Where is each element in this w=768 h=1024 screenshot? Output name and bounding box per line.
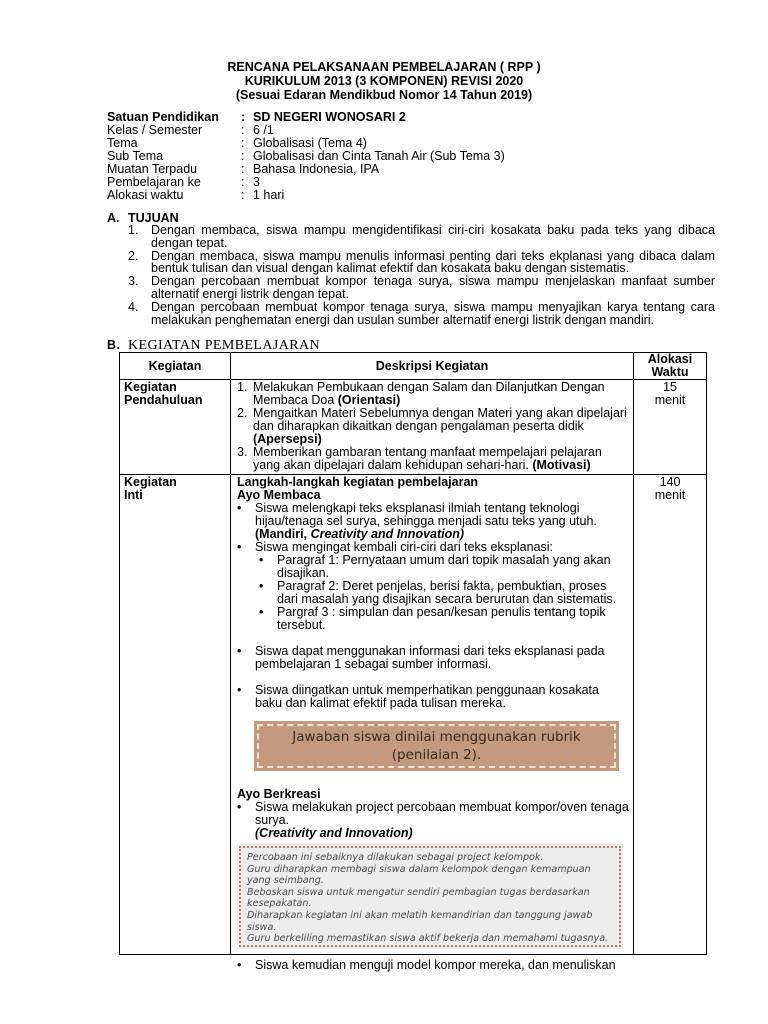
bullet-text (255, 801, 629, 840)
table-header-row (120, 353, 707, 380)
list-item (237, 959, 629, 972)
bullet-tag-italic: (Creativity and Innovation) (255, 826, 413, 840)
section-a-title: TUJUAN (128, 211, 179, 225)
tujuan-item (128, 250, 715, 276)
identity-sep: : (241, 162, 245, 176)
deskripsi-pendahuluan (231, 380, 634, 475)
sub-list-item (237, 554, 629, 580)
header-alokasi: Alokasi Waktu (634, 353, 707, 380)
tujuan-list (128, 224, 715, 326)
identity-value: SD NEGERI WONOSARI 2 (253, 110, 406, 124)
identity-sep: : (241, 175, 245, 189)
list-text-bold: (Orientasi) (337, 393, 401, 407)
list-item (237, 446, 629, 472)
bullet-tag-open: (Mandiri, (255, 527, 311, 541)
alokasi-pendahuluan (634, 380, 707, 475)
alokasi-unit: menit (654, 488, 686, 502)
list-item (237, 684, 629, 710)
tujuan-num: 3. (128, 274, 139, 289)
identity-label: Muatan Terpadu (107, 162, 198, 176)
bullet-glyph: • (237, 958, 242, 972)
project-note (239, 846, 621, 947)
doc-title-line1: RENCANA PELAKSANAAN PEMBELAJARAN ( RPP ) (227, 60, 541, 74)
list-item (237, 645, 629, 671)
sub-item-text: Paragraf 2: Deret penjelas, berisi fakta, pembuktian, proses dari masalah yang disajikan secara berurutan dan sistematis. (277, 579, 617, 606)
bullet-text (255, 502, 629, 541)
rubrik-note (257, 724, 616, 768)
list-item (237, 502, 629, 541)
identity-sep: : (241, 188, 245, 202)
kegiatan-inti-label (120, 475, 231, 955)
list-num: 2. (237, 406, 248, 420)
sub-item-text: Paragraf 1: Pernyataan umum dari topik masalah yang akan disajikan. (277, 553, 611, 580)
tujuan-text: Dengan membaca, siswa mampu menulis informasi penting dari teks ekplanasi yang dibaca dalam bentuk tulisan dan visual dengan kalimat efektif dan kosakata baku dengan sistematis. (151, 248, 715, 276)
identity-sep: : (241, 136, 245, 150)
bullet-glyph: • (237, 540, 242, 554)
tujuan-text: Dengan membaca, siswa mampu mengidentifikasi ciri-ciri kosakata baku pada teks yang dibaca dengan tepat. (151, 223, 715, 250)
tujuan-text: Dengan percobaan membuat kompor tenaga surya, siswa mampu menjelaskan manfaat sumber alternatif energi listrik dengan tepat. (151, 274, 715, 301)
alokasi-value: 140 (659, 475, 681, 489)
inti-content (231, 475, 633, 972)
project-note-line: Guru diharapkan membagi siswa dalam kelompok dengan kemampuan yang seimbang. (247, 863, 591, 887)
list-num: 3. (237, 445, 248, 459)
bullet-tag-italic: Creativity and Innovation) (310, 527, 465, 541)
list-text-plain: Melakukan Pembukaan dengan Salam dan Dilanjutkan Dengan Membaca Doa (253, 380, 605, 407)
bullet-glyph: • (259, 553, 264, 567)
identity-label: Pembelajaran ke (107, 175, 201, 189)
tujuan-item (128, 275, 715, 301)
identity-label: Sub Tema (107, 149, 164, 163)
identity-value: Globalisasi (Tema 4) (253, 136, 367, 150)
sub-list-item (237, 580, 629, 606)
tujuan-item (128, 224, 715, 250)
identity-value: 6 /1 (253, 123, 274, 137)
section-b-title: KEGIATAN PEMBELAJARAN (128, 338, 320, 353)
identity-value: Globalisasi dan Cinta Tanah Air (Sub Tema 3) (253, 149, 505, 163)
identity-sep: : (241, 149, 245, 163)
list-text (253, 381, 629, 407)
identity-label: Satuan Pendidikan (107, 110, 219, 124)
alokasi-unit: menit (654, 393, 686, 407)
deskripsi-inti (231, 475, 634, 972)
identity-sep: : (241, 110, 246, 124)
kegiatan-inti-line2: Inti (124, 488, 143, 502)
identity-row (107, 189, 505, 202)
bullet-text: Siswa dapat menggunakan informasi dari teks eksplanasi pada pembelajaran 1 sebagai sumber informasi. (255, 644, 605, 671)
rubrik-note-line1: Jawaban siswa dinilai menggunakan rubrik (292, 729, 581, 745)
tujuan-item (128, 301, 715, 327)
identity-sep: : (241, 123, 245, 137)
bullet-text: Siswa diingatkan untuk memperhatikan penggunaan kosakata baku dan kalimat efektif pada tulisan mereka. (255, 683, 599, 710)
bullet-glyph: • (237, 683, 242, 697)
sub-list-item (237, 606, 629, 632)
list-num: 1. (237, 380, 248, 394)
tujuan-num: 4. (128, 299, 139, 314)
list-text-plain: Mengaitkan Materi Sebelumnya dengan Materi yang akan dipelajari dan diharapkan dikaitkan dengan pengalaman peserta didik (253, 406, 627, 433)
tujuan-text: Dengan percobaan membuat kompor tenaga surya, siswa mampu menyajikan karya tentang cara melakukan penghematan energi dan usulan sumber alternatif energi listrik dengan mandiri. (151, 299, 715, 327)
bullet-glyph: • (259, 579, 264, 593)
bullet-text-plain: Siswa melengkapi teks eksplanasi ilmiah tentang teknologi hijau/tenaga sel surya, sehingga menjadi satu teks yang utuh. (255, 501, 597, 528)
header-deskripsi: Deskripsi Kegiatan (231, 353, 634, 380)
section-b-letter: B. (107, 338, 121, 352)
kegiatan-pendahuluan-label: Kegiatan Pendahuluan (120, 380, 231, 475)
alokasi-inti (634, 475, 707, 955)
alokasi-value: 15 (663, 380, 677, 394)
list-text-bold: (Motivasi) (532, 458, 591, 472)
tujuan-num: 2. (128, 248, 139, 263)
pendahuluan-list (231, 380, 633, 474)
ayo-membaca-heading: Ayo Membaca (237, 488, 321, 502)
identity-value: 1 hari (253, 188, 285, 202)
rubrik-note-line2: (penilaian 2). (391, 747, 482, 763)
kegiatan-table (119, 352, 707, 972)
identity-value: Bahasa Indonesia, IPA (253, 162, 380, 176)
list-text (253, 446, 629, 472)
tujuan-num: 1. (128, 223, 139, 237)
list-item (237, 407, 629, 446)
header-kegiatan: Kegiatan (120, 353, 231, 380)
kegiatan-inti-line1: Kegiatan (124, 475, 177, 489)
bullet-glyph: • (237, 644, 242, 658)
identity-label: Tema (107, 136, 138, 150)
project-note-line: Diharapkan kegiatan ini akan melatih kemandirian dan tanggung jawab siswa. (247, 909, 593, 933)
bullet-text: Siswa kemudian menguji model kompor mereka, dan menuliskan (255, 958, 616, 972)
identity-block (107, 111, 505, 202)
list-text (253, 407, 629, 446)
doc-title-line2: KURIKULUM 2013 (3 KOMPONEN) REVISI 2020 (244, 74, 524, 88)
list-item (237, 381, 629, 407)
list-item (237, 801, 629, 840)
section-a-letter: A. (107, 211, 120, 225)
identity-value: 3 (253, 175, 260, 189)
bullet-glyph: • (259, 605, 264, 619)
project-note-line: Beboskan siswa untuk mengatur sendiri pembagian tugas berdasarkan kesepakatan. (247, 886, 590, 910)
list-text-bold: (Apersepsi) (253, 432, 322, 446)
doc-title-line3: (Sesuai Edaran Mendikbud Nomor 14 Tahun 2019) (235, 88, 533, 102)
project-note-line: Percobaan ini sebaiknya dilakukan sebagai project kelompok. (247, 852, 544, 863)
project-note-line: Guru berkeliling memastikan siswa aktif bekerja dan memahami tugasnya. (247, 933, 609, 945)
bullet-glyph: • (237, 800, 242, 814)
identity-label: Kelas / Semester (107, 123, 203, 137)
sub-item-text: Pargraf 3 : simpulan dan pesan/kesan penulis tentang topik tersebut. (277, 605, 606, 632)
table-row-pendahuluan (120, 380, 707, 475)
inti-heading: Langkah-langkah kegiatan pembelajaran (237, 475, 479, 489)
table-row-inti (120, 475, 707, 955)
bullet-glyph: • (237, 501, 242, 515)
list-text-plain: Memberikan gambaran tentang manfaat mempelajari pelajaran yang akan dipelajari dalam kehidupan sehari-hari. (253, 445, 602, 472)
bullet-text: Siswa mengingat kembali ciri-ciri dari teks eksplanasi: (255, 540, 554, 554)
identity-label: Alokasi waktu (107, 188, 184, 202)
bullet-text-plain: Siswa melakukan project percobaan membuat kompor/oven tenaga surya. (255, 800, 629, 827)
ayo-berkreasi-heading: Ayo Berkreasi (237, 787, 321, 801)
